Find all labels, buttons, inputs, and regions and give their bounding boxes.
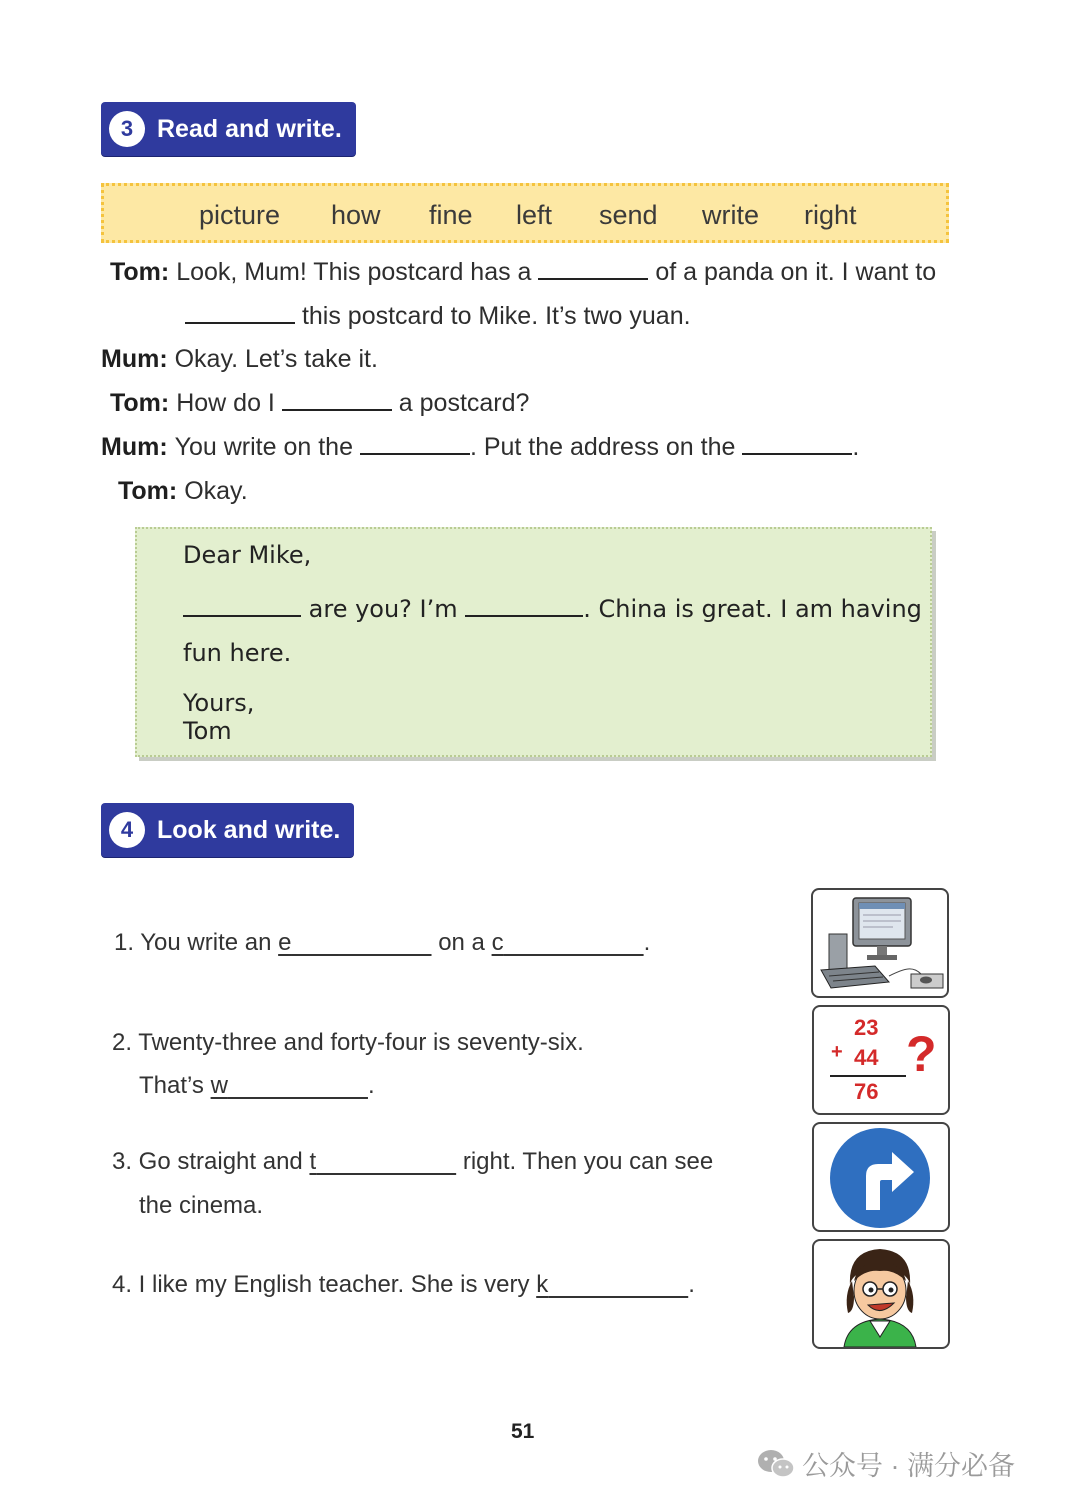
section-3-number: 3 xyxy=(109,111,145,147)
section-4-header xyxy=(101,803,354,857)
question-text: 3. Go straight and xyxy=(112,1148,303,1175)
dialogue-text: this postcard to Mike. It’s two yuan. xyxy=(301,302,691,330)
dialogue-line-2 xyxy=(185,302,691,331)
question-2-line-2: That’s w . xyxy=(139,1072,375,1099)
section-4-title: Look and write. xyxy=(157,815,341,844)
math-plus-sign: + xyxy=(831,1041,843,1063)
question-text: on a xyxy=(438,929,485,956)
letter-text: are you? I’m xyxy=(308,595,458,623)
question-2-line-1: 2. Twenty-three and forty-four is seventy-six. xyxy=(112,1029,584,1056)
dialogue-text: Okay. xyxy=(184,477,248,505)
word-bank-item: how xyxy=(331,200,381,230)
section-4-number: 4 xyxy=(109,812,145,848)
word-bank-item: send xyxy=(599,200,658,230)
turn-right-sign-picture xyxy=(812,1122,950,1232)
dialogue-text: . xyxy=(852,433,860,461)
word-bank-item: fine xyxy=(429,200,473,230)
dialogue-text: of a panda on it. I want to xyxy=(655,258,937,286)
question-mark-icon: ? xyxy=(906,1026,937,1082)
question-text: 1. You write an xyxy=(114,929,272,956)
dialogue-line-6: Tom: Okay. xyxy=(118,477,248,505)
letter-greeting: Dear Mike, xyxy=(183,541,312,569)
question-4: 4. I like my English teacher. She is very k . xyxy=(112,1271,695,1298)
answer-blank[interactable] xyxy=(282,391,392,411)
question-1: 1. You write an e on a c . xyxy=(114,929,651,956)
speaker-name: Tom xyxy=(110,258,161,286)
section-3-title: Read and write. xyxy=(157,114,342,143)
answer-blank[interactable]: c xyxy=(491,929,504,956)
question-text: That’s xyxy=(139,1072,204,1099)
word-bank-item: left xyxy=(516,200,553,230)
dialogue-line-5: Mum: You write on the . Put the address on the . xyxy=(101,433,860,461)
postcard-letter xyxy=(135,527,932,757)
watermark xyxy=(756,1444,1015,1483)
letter-body-line xyxy=(183,595,922,623)
dialogue-line-1: Tom: Look, Mum! This postcard has a of a panda on it. I want to xyxy=(110,258,937,286)
dialogue-text: You write on the xyxy=(174,433,353,461)
math-number-2: 44 xyxy=(854,1045,879,1070)
turn-right-arrow-icon xyxy=(814,1124,948,1230)
watermark-text: 公众号 · 满分必备 xyxy=(802,1451,1015,1481)
letter-text: . China is great. I am having xyxy=(583,595,922,623)
computer-icon xyxy=(813,890,947,996)
dialogue-text: . Put the address on the xyxy=(469,433,736,461)
speaker-name: Mum xyxy=(101,433,160,461)
teacher-picture xyxy=(812,1239,950,1349)
letter-body-line-2: fun here. xyxy=(183,639,292,667)
section-3-header xyxy=(101,102,356,156)
page-number: 51 xyxy=(511,1420,535,1443)
speaker-name: Tom xyxy=(110,389,161,417)
word-bank-item: write xyxy=(702,200,760,230)
speaker-name: Tom xyxy=(118,477,169,505)
answer-blank[interactable]: e xyxy=(278,929,292,956)
dialogue-line-4: Tom: How do I a postcard? xyxy=(110,389,530,417)
question-text: right. Then you can see xyxy=(462,1148,714,1175)
computer-picture xyxy=(811,888,949,998)
answer-blank[interactable] xyxy=(185,304,295,324)
answer-blank[interactable]: w xyxy=(210,1072,228,1099)
dialogue-text: a postcard? xyxy=(398,389,530,417)
dialogue-text: How do I xyxy=(176,389,275,417)
girl-avatar-icon xyxy=(814,1241,948,1347)
answer-blank[interactable]: t xyxy=(309,1148,317,1175)
question-3-line-1 xyxy=(112,1148,713,1176)
answer-blank[interactable] xyxy=(360,435,470,455)
letter-signature: Tom xyxy=(183,717,232,745)
word-bank xyxy=(101,183,949,243)
wechat-icon xyxy=(756,1448,796,1480)
math-number-1: 23 xyxy=(854,1015,879,1040)
word-bank-item: picture xyxy=(199,200,281,230)
math-result: 76 xyxy=(854,1079,879,1104)
answer-blank[interactable] xyxy=(742,435,852,455)
math-picture xyxy=(812,1005,950,1115)
word-bank-item: right xyxy=(804,200,857,230)
speaker-name: Mum xyxy=(101,345,160,373)
answer-blank[interactable] xyxy=(465,597,583,617)
question-3-line-2: the cinema. xyxy=(139,1192,264,1219)
dialogue-line-3: Mum: Okay. Let’s take it. xyxy=(101,345,378,373)
dialogue-text: Okay. Let’s take it. xyxy=(174,345,378,373)
math-divider xyxy=(830,1075,906,1077)
answer-blank[interactable] xyxy=(538,260,648,280)
answer-blank[interactable]: k xyxy=(536,1271,549,1298)
letter-closing: Yours, xyxy=(183,689,255,717)
answer-blank[interactable] xyxy=(183,597,301,617)
dialogue-text: Look, Mum! This postcard has a xyxy=(176,258,532,286)
question-text: 4. I like my English teacher. She is very xyxy=(112,1271,530,1298)
